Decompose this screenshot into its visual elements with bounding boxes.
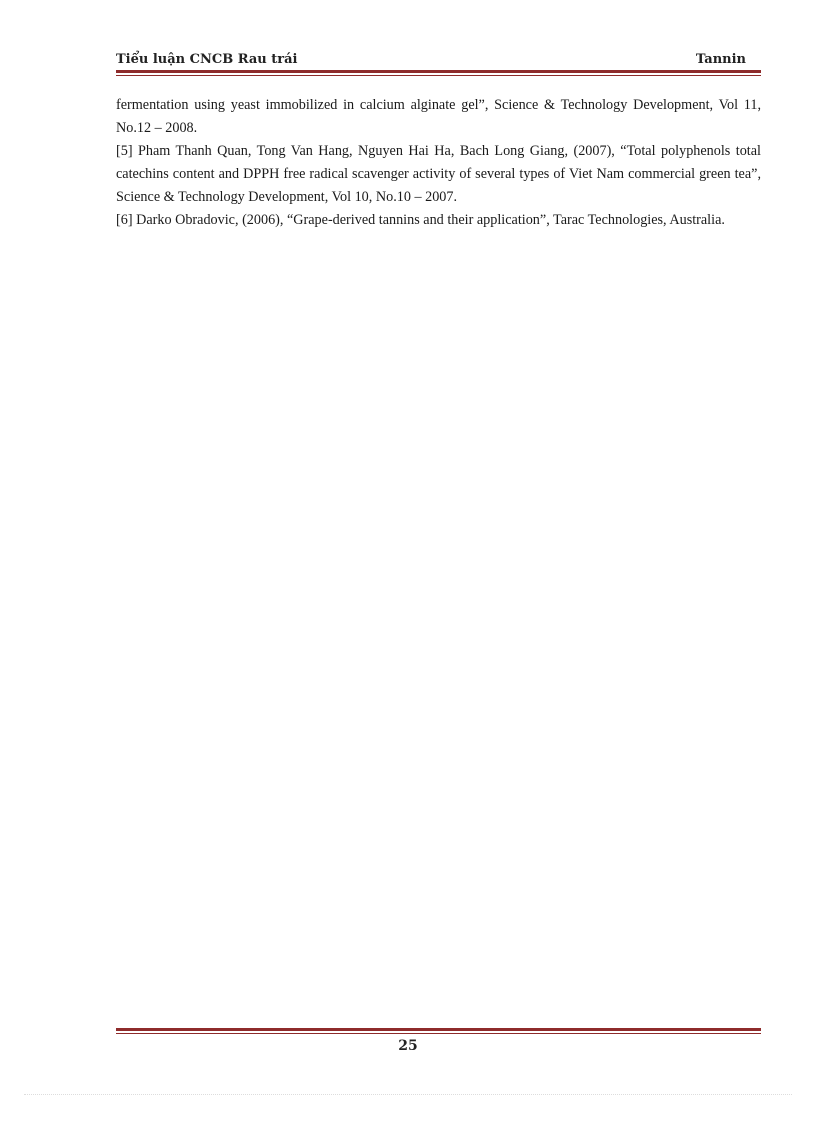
reference-list	[116, 94, 761, 232]
footer-rule-thin	[116, 1033, 761, 1034]
header-title: Tiểu luận CNCB Rau trái	[116, 52, 298, 67]
page-header	[116, 50, 746, 70]
reference-5: [5] Pham Thanh Quan, Tong Van Hang, Nguyen Hai Ha, Bach Long Giang, (2007), “Total polyphenols total catechins content and DPPH free radical scavenger activity of several types of Viet Nam commercial green tea”, Science & Technology Development, Vol 10, No.10 – 2007.	[116, 143, 761, 205]
header-topic: Tannin	[695, 52, 746, 67]
header-rule-thin	[116, 75, 761, 76]
reference-6: [6] Darko Obradovic, (2006), “Grape-derived tannins and their application”, Tarac Technologies, Australia.	[116, 212, 725, 228]
footer-rule-thick	[116, 1028, 761, 1031]
reference-continuation: fermentation using yeast immobilized in calcium alginate gel”, Science & Technology Development, Vol 11, No.12 – 2008.	[116, 97, 761, 136]
header-rule-thick	[116, 70, 761, 73]
page-number: 25	[398, 1038, 418, 1054]
page-edge-divider	[24, 1094, 792, 1095]
